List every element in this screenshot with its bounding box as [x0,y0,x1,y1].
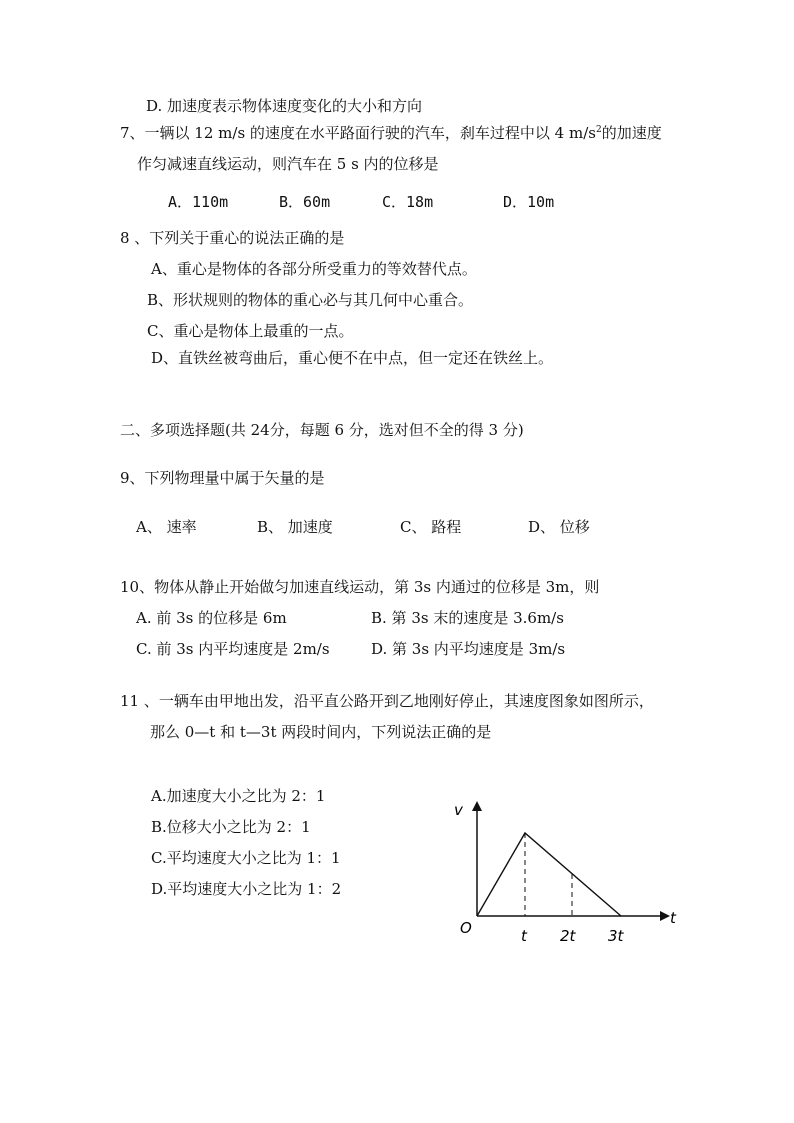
q7-stem-b: 的加速度 [601,124,662,142]
q7-option-a: A．110m [168,193,229,211]
q11-option-d: D.平均速度大小之比为 1：2 [151,880,342,898]
q9-option-b: B、 加速度 [257,518,333,536]
q11-option-c: C.平均速度大小之比为 1：1 [151,849,341,867]
q7-option-c: C．18m [382,193,434,211]
q8-option-c: C、重心是物体上最重的一点。 [147,322,354,340]
q7-stem-line2: 作匀减速直线运动，则汽车在 5 s 内的位移是 [137,155,439,173]
q10-option-a: A. 前 3s 的位移是 6m [136,609,287,627]
y-axis-label: v [454,801,463,819]
q10-stem: 10、物体从静止开始做匀加速直线运动，第 3s 内通过的位移是 3m，则 [120,578,600,596]
tick-label-3t: 3t [608,927,624,945]
q11-stem-line2: 那么 0—t 和 t—3t 两段时间内，下列说法正确的是 [150,723,492,741]
tick-label-2t: 2t [560,927,576,945]
q7-stem-a: 7、一辆以 12 m/s 的速度在水平路面行驶的汽车，刹车过程中以 4 m/s [120,124,596,142]
x-axis-label: t [670,909,676,927]
q11-option-b: B.位移大小之比为 2：1 [151,818,311,836]
q7-option-b: B．60m [279,193,331,211]
velocity-line [477,833,621,916]
q11-stem-line1: 11 、一辆车由甲地出发，沿平直公路开到乙地刚好停止，其速度图象如图所示， [120,692,654,710]
tick-label-t: t [521,927,527,945]
q10-option-b: B. 第 3s 末的速度是 3.6m/s [371,609,564,627]
origin-label: O [460,919,472,937]
q11-option-a: A.加速度大小之比为 2：1 [151,787,326,805]
q8-stem: 8 、下列关于重心的说法正确的是 [120,229,345,247]
q10-option-d: D. 第 3s 内平均速度是 3m/s [371,640,566,658]
q7-option-d: D．10m [503,193,555,211]
q9-option-a: A、 速率 [136,518,197,536]
section2-heading: 二、多项选择题(共 24分，每题 6 分，选对但不全的得 3 分) [120,421,524,439]
q9-stem: 9、下列物理量中属于矢量的是 [120,469,325,487]
q10-option-c: C. 前 3s 内平均速度是 2m/s [136,640,330,658]
velocity-time-graph [445,795,695,965]
q8-option-d: D、直铁丝被弯曲后，重心便不在中点，但一定还在铁丝上。 [151,349,554,367]
q9-option-c: C、 路程 [400,518,462,536]
q6-option-d: D. 加速度表示物体速度变化的大小和方向 [146,97,423,115]
q9-option-d: D、 位移 [528,518,590,536]
q7-stem [120,123,662,143]
q8-option-a: A、重心是物体的各部分所受重力的等效替代点。 [151,260,477,278]
q8-option-b: B、形状规则的物体的重心必与其几何中心重合。 [147,291,474,309]
q7-stem-sup: 2 [595,125,602,135]
